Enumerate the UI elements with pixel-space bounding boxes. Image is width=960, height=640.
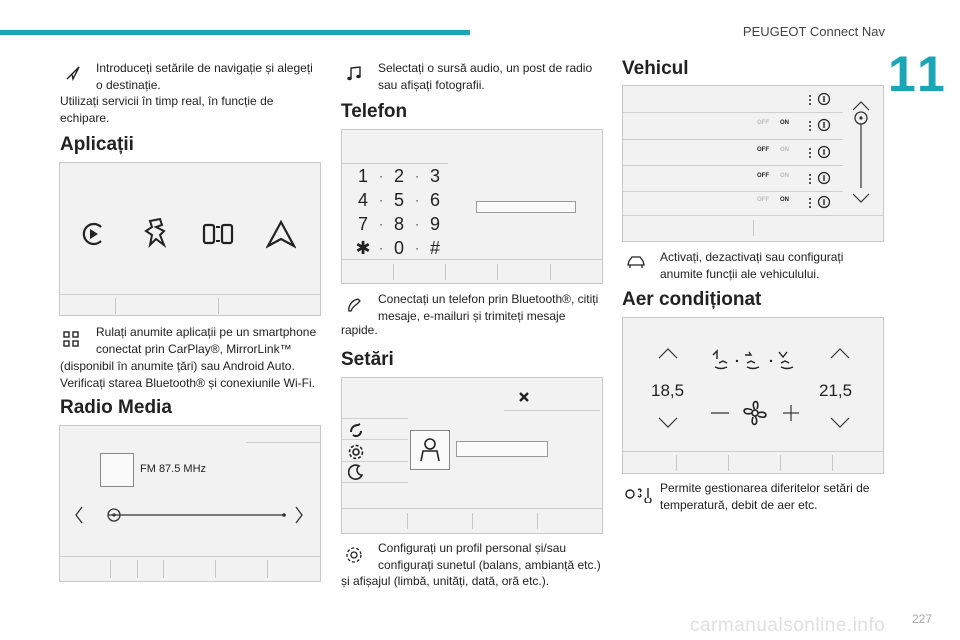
close-icon[interactable] <box>517 390 531 404</box>
right-temperature: 21,5 <box>819 381 853 400</box>
peugeot-lion-icon <box>142 217 170 249</box>
keypad-key[interactable]: 8 <box>393 214 404 234</box>
left-temp-up-icon[interactable] <box>657 346 679 360</box>
more-options-icon[interactable] <box>807 119 813 133</box>
header-title: PEUGEOT Connect Nav <box>742 24 885 39</box>
climate-controls-icon <box>624 485 656 503</box>
vehicle-function-row <box>623 91 843 111</box>
number-input[interactable] <box>476 201 576 213</box>
keypad-separator: · <box>415 217 419 231</box>
keypad-separator: · <box>379 241 383 255</box>
climate-screen <box>622 317 884 474</box>
more-options-icon[interactable] <box>807 196 813 210</box>
keypad-key[interactable]: 7 <box>357 214 368 234</box>
audio-settings-icon[interactable] <box>348 422 364 438</box>
toggle-on[interactable]: ON <box>780 147 789 153</box>
android-auto-icon <box>266 219 296 249</box>
keypad-separator: · <box>415 241 419 255</box>
vehicle-function-row <box>623 170 843 190</box>
settings-heading: Setări <box>341 349 394 370</box>
settings-description: Configurați un profil personal și/sau configurați sunetul (balans, ambianță etc.) <box>378 541 601 572</box>
keypad-key[interactable]: 3 <box>429 166 440 186</box>
toggle-off[interactable]: OFF <box>757 120 769 126</box>
top-accent-bar <box>0 30 470 35</box>
fan-icon <box>752 410 758 416</box>
info-icon[interactable] <box>817 145 831 159</box>
ac-description: Permite gestionarea diferitelor setări de temperatură, debit de aer etc. <box>660 481 870 512</box>
radio-heading: Radio Media <box>60 397 172 418</box>
keypad-key[interactable]: 4 <box>357 190 368 210</box>
settings-description-2: și afișajul (limbă, unități, dată, oră etc.). <box>341 574 550 588</box>
vehicle-function-row <box>623 194 843 214</box>
apps-heading: Aplicații <box>60 134 134 155</box>
settings-screen <box>341 377 603 534</box>
keypad-key[interactable]: ✱ <box>355 238 371 258</box>
fan-speed-control[interactable] <box>709 396 801 430</box>
more-options-icon[interactable] <box>807 172 813 186</box>
more-options-icon[interactable] <box>807 146 813 160</box>
vehicle-heading: Vehicul <box>622 58 689 79</box>
apps-description: Rulați anumite aplicații pe un smartphone conectat prin CarPlay®, MirrorLink™ <box>96 325 317 356</box>
right-temp-up-icon[interactable] <box>829 346 851 360</box>
phone-description-2: rapide. <box>341 323 378 337</box>
media-description: Selectați o sursă audio, un post de radio sau afișați fotografii. <box>378 61 593 92</box>
phone-heading: Telefon <box>341 101 408 122</box>
vertical-scrollbar[interactable] <box>847 96 877 208</box>
info-icon[interactable] <box>817 118 831 132</box>
keypad-separator: · <box>379 169 383 183</box>
vehicle-description: Activați, dezactivați sau configurați anumite funcții ale vehiculului. <box>660 250 844 281</box>
chapter-number: 11 <box>888 46 949 102</box>
car-icon <box>626 254 646 270</box>
page-number: 227 <box>911 612 932 626</box>
music-note-icon <box>345 64 363 82</box>
toggle-off[interactable]: OFF <box>757 147 769 153</box>
apps-screen <box>59 162 321 316</box>
frequency-slider <box>72 504 312 526</box>
vehicle-function-row <box>623 117 843 137</box>
keypad <box>354 166 444 258</box>
toggle-off[interactable]: OFF <box>757 197 769 203</box>
keypad-key[interactable]: 0 <box>393 238 404 258</box>
phone-description: Conectați un telefon prin Bluetooth®, citiți mesaje, e-mailuri și trimiteți mesaje <box>378 292 599 323</box>
radio-screen <box>59 425 321 582</box>
phone-handset-icon <box>345 296 363 314</box>
info-icon[interactable] <box>817 92 831 106</box>
keypad-key[interactable]: 5 <box>393 190 404 210</box>
keypad-separator: · <box>379 193 383 207</box>
night-mode-icon[interactable] <box>348 464 364 480</box>
keypad-key[interactable]: 6 <box>429 190 440 210</box>
profile-name-field[interactable] <box>456 441 548 457</box>
apps-description-2: (disponibil în anumite țări) sau Android Auto. Verificați starea Bluetooth® și conexiunile Wi-Fi. <box>60 359 315 390</box>
keypad-separator: · <box>415 193 419 207</box>
toggle-on[interactable]: ON <box>780 173 789 179</box>
toggle-on[interactable]: ON <box>780 197 789 203</box>
carplay-icon <box>80 221 106 247</box>
keypad-separator: · <box>415 169 419 183</box>
navigation-icon <box>64 64 82 82</box>
toggle-off[interactable]: OFF <box>757 173 769 179</box>
keypad-key[interactable]: # <box>429 238 440 258</box>
info-icon[interactable] <box>817 171 831 185</box>
keypad-key[interactable]: 9 <box>429 214 440 234</box>
apps-grid-icon <box>62 330 80 348</box>
air-distribution-icons[interactable] <box>709 349 805 373</box>
vehicle-screen <box>622 85 884 242</box>
settings-gear-icon <box>345 546 363 564</box>
profile-button[interactable] <box>410 430 450 470</box>
ac-heading: Aer condiționat <box>622 289 762 310</box>
keypad-key[interactable]: 2 <box>393 166 404 186</box>
radio-frequency: FM 87.5 MHz <box>140 463 207 475</box>
more-options-icon[interactable] <box>807 93 813 107</box>
station-artwork <box>100 453 134 487</box>
gear-icon[interactable] <box>347 443 365 461</box>
keypad-separator: · <box>379 217 383 231</box>
phone-screen <box>341 129 603 284</box>
right-temp-down-icon[interactable] <box>829 416 851 430</box>
toggle-on[interactable]: ON <box>780 120 789 126</box>
nav-description: Introduceți setările de navigație și alegeți o destinație. <box>96 61 313 92</box>
vehicle-function-row <box>623 144 843 164</box>
info-icon[interactable] <box>817 195 831 209</box>
nav-description-2: Utilizați servicii în timp real, în funcție de echipare. <box>60 94 274 125</box>
left-temperature: 18,5 <box>651 381 685 400</box>
user-profile-icon <box>411 431 449 469</box>
mirrorlink-icon <box>202 221 236 247</box>
left-temp-down-icon[interactable] <box>657 416 679 430</box>
keypad-key[interactable]: 1 <box>357 166 368 186</box>
watermark: carmanualsonline.info <box>690 615 886 636</box>
